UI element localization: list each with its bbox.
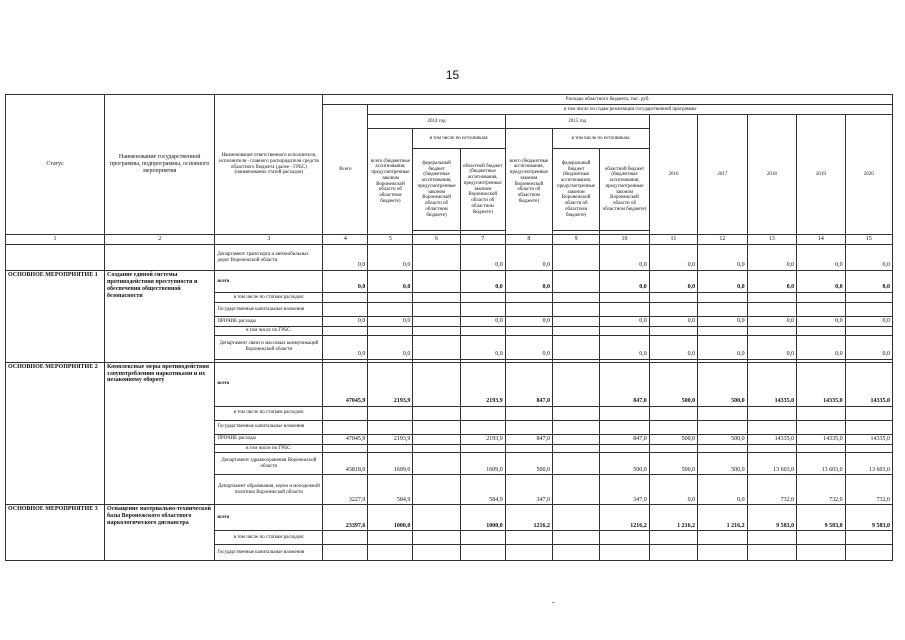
cell: 0,0 (505, 271, 552, 293)
cell: 14335,0 (797, 362, 845, 406)
cell: 2193,9 (460, 362, 505, 406)
name-om3: Оснащение материально-технической базы Воронежского областного наркологического диспансера (105, 505, 215, 561)
cell: 732,0 (747, 475, 797, 505)
cell: 0,0 (797, 317, 845, 327)
header-status: Статус (6, 95, 105, 235)
cell: 0,0 (797, 245, 845, 271)
cell: 0,0 (460, 271, 505, 293)
status-om1: ОСНОВНОЕ МЕРОПРИЯТИЕ 1 (6, 271, 105, 363)
cell: 14335,0 (747, 434, 797, 444)
cell: 0,0 (698, 271, 748, 293)
header-year-2020: 2020 (845, 115, 892, 235)
cell (552, 453, 599, 475)
cell: 0,0 (600, 271, 650, 293)
cell (413, 434, 460, 444)
col-index: 3 (215, 235, 323, 245)
cell: 732,0 (797, 475, 845, 505)
cell: 0,0 (698, 475, 748, 505)
header-total: Всего (323, 105, 368, 235)
header-year-2015: 2015 год (505, 115, 649, 129)
budget-table (5, 94, 893, 561)
header-obl-2014: областной бюджет (бюджетные ассигнования, предусмотренные законом Воронежской области об областном бюджете) (460, 149, 505, 231)
cell: 0,0 (323, 317, 368, 327)
cell: 0,0 (600, 245, 650, 271)
header-year-2018: 2018 (747, 115, 797, 235)
cell: 0,0 (747, 245, 797, 271)
cell: 0,0 (845, 317, 892, 327)
cell: 1609,0 (460, 453, 505, 475)
col-index: 5 (368, 235, 413, 245)
name-om1: Создание единой системы противодействия преступности и обеспечения общественной безопасности (105, 271, 215, 363)
cell: 847,0 (600, 362, 650, 406)
row-label: Департамент образования, науки и молодежной политики Воронежской области (215, 475, 323, 505)
cell (413, 475, 460, 505)
cell: 500,0 (649, 434, 697, 444)
cell: 13 603,0 (747, 453, 797, 475)
scan-mark (552, 602, 555, 603)
header-by-source-2014: в том числе по источникам: (413, 129, 505, 149)
cell: 0,0 (600, 317, 650, 327)
cell: 0,0 (323, 271, 368, 293)
header-obl-2015: областной бюджет (бюджетные ассигнования, предусмотренные законом Воронежской области об областном бюджете) (600, 149, 650, 231)
header-name: Наименование государственной программы, подпрограммы, основного мероприятия (105, 95, 215, 235)
cell (413, 505, 460, 531)
row-label: Департамент связи и массовых коммуникаций Воронежской области (215, 335, 323, 359)
cell: 347,0 (505, 475, 552, 505)
cell (413, 271, 460, 293)
col-index: 8 (505, 235, 552, 245)
cell: 1216,2 (505, 505, 552, 531)
cell (413, 317, 460, 327)
cell: 500,0 (649, 362, 697, 406)
cell: 847,0 (600, 434, 650, 444)
col-index: 6 (413, 235, 460, 245)
row-label: всего (215, 362, 323, 406)
cell: 0,0 (797, 271, 845, 293)
table-row (6, 362, 893, 406)
cell: 1000,0 (460, 505, 505, 531)
header-total-2014: всего (бюджетные ассигнования, предусмотренные законом Воронежской области об областном бюджете) (368, 129, 413, 235)
row-label: Государственные капитальные вложения (215, 303, 323, 317)
col-index: 2 (105, 235, 215, 245)
cell: 500,0 (649, 453, 697, 475)
cell: 847,0 (505, 434, 552, 444)
cell (552, 475, 599, 505)
table-row (6, 271, 893, 293)
cell: 0,0 (600, 335, 650, 359)
header-year-2014: 2014 год (368, 115, 505, 129)
row-label: Департамент здравоохранения Воронежской области (215, 453, 323, 475)
cell: 0,0 (460, 317, 505, 327)
cell (413, 335, 460, 359)
col-index: 9 (552, 235, 599, 245)
cell: 0,0 (845, 245, 892, 271)
header-by-source-2015: в том числе по источникам: (552, 129, 649, 149)
col-index: 11 (649, 235, 697, 245)
cell: 3227,9 (323, 475, 368, 505)
cell: 1 216,2 (649, 505, 697, 531)
cell: 2193,9 (368, 434, 413, 444)
header-year-2017: 2017 (698, 115, 748, 235)
cell (552, 362, 599, 406)
header-total-2015: всего (бюджетные ассигнования, предусмотренные законом Воронежской области об областном бюджете) (505, 129, 552, 235)
col-index: 10 (600, 235, 650, 245)
cell: 9 583,0 (747, 505, 797, 531)
col-index: 15 (845, 235, 892, 245)
cell: 0,0 (845, 335, 892, 359)
cell: 0,0 (698, 245, 748, 271)
cell: 0,0 (747, 271, 797, 293)
cell: 1000,0 (368, 505, 413, 531)
cell: 47045,9 (323, 362, 368, 406)
cell: 43818,0 (323, 453, 368, 475)
cell: 0,0 (698, 317, 748, 327)
row-label: всего (215, 505, 323, 531)
table-row (6, 505, 893, 531)
header-year-2016: 2016 (649, 115, 697, 235)
column-index-row (6, 235, 893, 245)
cell: 0,0 (505, 335, 552, 359)
cell (552, 271, 599, 293)
header-year-2019: 2019 (797, 115, 845, 235)
col-index: 1 (6, 235, 105, 245)
cell: 0,0 (649, 245, 697, 271)
cell: 13 603,0 (797, 453, 845, 475)
row-label: в том числе по статьям расходов: (215, 531, 323, 545)
cell: 0,0 (323, 245, 368, 271)
cell: 1 216,2 (698, 505, 748, 531)
cell: 500,0 (698, 453, 748, 475)
row-label: Департамент транспорта и автомобильных дорог Воронежской области (215, 245, 323, 271)
header-fed-2014: федеральный бюджет (бюджетные ассигнования, предусмотренные законом Воронежской области об областном бюджете) (413, 149, 460, 231)
cell: 14335,0 (845, 362, 892, 406)
cell: 0,0 (845, 271, 892, 293)
cell: 0,0 (368, 335, 413, 359)
cell: 2193,9 (460, 434, 505, 444)
cell: 0,0 (368, 271, 413, 293)
cell: 14335,0 (845, 434, 892, 444)
cell (413, 245, 460, 271)
cell: 0,0 (649, 335, 697, 359)
status-om3: ОСНОВНОЕ МЕРОПРИЯТИЕ 3 (6, 505, 105, 561)
header-expenses: Расходы областного бюджета, тыс. руб. (323, 95, 893, 105)
header-in-years: в том числе по годам реализации государственной программы (368, 105, 893, 115)
cell (552, 245, 599, 271)
cell: 347,0 (600, 475, 650, 505)
row-label: в том числе по статьям расходов: (215, 293, 323, 303)
cell: 584,9 (460, 475, 505, 505)
row-label: в том числе по ГРБС: (215, 326, 323, 335)
cell: 13 603,0 (845, 453, 892, 475)
table-row (6, 245, 893, 271)
cell (552, 335, 599, 359)
col-index: 7 (460, 235, 505, 245)
cell: 23397,6 (323, 505, 368, 531)
name-om2: Комплексные меры противодействия злоупотреблению наркотиками и их незаконному обороту (105, 362, 215, 505)
cell: 0,0 (368, 317, 413, 327)
cell: 0,0 (698, 335, 748, 359)
header-fed-2015: федеральный бюджет (бюджетные ассигнования, предусмотренные законом Воронежской области об областном бюджете) (552, 149, 599, 231)
cell: 0,0 (505, 245, 552, 271)
col-index: 12 (698, 235, 748, 245)
cell: 2193,9 (368, 362, 413, 406)
row-label: в том числе по статьям расходов: (215, 406, 323, 420)
row-label: в том числе по ГРБС: (215, 444, 323, 453)
cell (413, 362, 460, 406)
cell: 9 583,0 (797, 505, 845, 531)
cell: 0,0 (649, 475, 697, 505)
cell: 0,0 (649, 271, 697, 293)
cell: 1216,2 (600, 505, 650, 531)
cell: 500,0 (698, 434, 748, 444)
row-label: всего (215, 271, 323, 293)
col-index: 14 (797, 235, 845, 245)
header-responsible: Наименование ответственного исполнителя, исполнителя - главного распорядителя средств областного бюджета (далее - ГРБС) (наименование статей расходов) (215, 95, 323, 235)
cell: 0,0 (505, 317, 552, 327)
cell: 1609,0 (368, 453, 413, 475)
status-om2: ОСНОВНОЕ МЕРОПРИЯТИЕ 2 (6, 362, 105, 505)
cell: 0,0 (649, 317, 697, 327)
row-label: ПРОЧИЕ расходы (215, 434, 323, 444)
cell: 584,9 (368, 475, 413, 505)
cell: 14335,0 (747, 362, 797, 406)
row-label: Государственные капитальные вложения (215, 420, 323, 434)
cell: 500,0 (505, 453, 552, 475)
cell: 732,0 (845, 475, 892, 505)
cell (552, 505, 599, 531)
cell: 0,0 (368, 245, 413, 271)
page-number: 15 (445, 68, 460, 82)
col-index: 13 (747, 235, 797, 245)
row-label: ПРОЧИЕ расходы (215, 317, 323, 327)
cell: 0,0 (323, 335, 368, 359)
col-index: 4 (323, 235, 368, 245)
cell: 0,0 (797, 335, 845, 359)
cell (413, 453, 460, 475)
cell: 500,0 (600, 453, 650, 475)
cell: 0,0 (460, 335, 505, 359)
cell: 0,0 (747, 335, 797, 359)
cell: 9 583,0 (845, 505, 892, 531)
cell: 0,0 (460, 245, 505, 271)
cell: 847,0 (505, 362, 552, 406)
cell (552, 317, 599, 327)
row-label: Государственные капитальные вложения (215, 545, 323, 561)
cell: 0,0 (747, 317, 797, 327)
cell: 47045,9 (323, 434, 368, 444)
cell (552, 434, 599, 444)
cell: 14335,0 (797, 434, 845, 444)
cell: 500,0 (698, 362, 748, 406)
